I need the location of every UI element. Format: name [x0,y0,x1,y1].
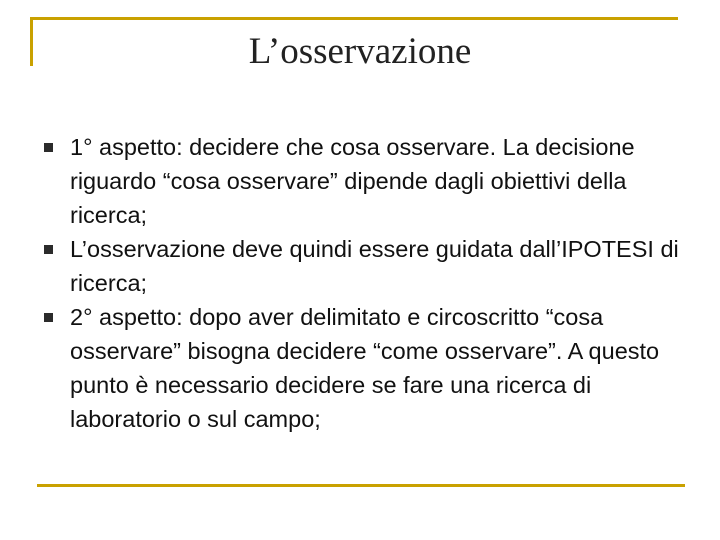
bullet-item-2 [44,232,694,300]
bullet-text-1: 1° aspetto: decidere che cosa osservare. La decisione riguardo “cosa osservare” dipende dagli obiettivi della ricerca; [70,134,635,228]
bullet-item-1 [44,130,694,232]
square-bullet-icon [44,313,53,322]
square-bullet-icon [44,143,53,152]
frame-bottom-line [37,484,685,487]
square-bullet-icon [44,245,53,254]
bullet-list [44,130,694,436]
bullet-item-3 [44,300,694,436]
bullet-text-2: L’osservazione deve quindi essere guidata dall’IPOTESI di ricerca; [70,236,679,296]
frame-top-line [30,17,678,20]
bullet-text-3: 2° aspetto: dopo aver delimitato e circoscritto “cosa osservare” bisogna decidere “come osservare”. A questo punto è necessario decidere se fare una ricerca di laboratorio o sul campo; [70,304,660,432]
slide-title: L’osservazione [248,31,472,72]
